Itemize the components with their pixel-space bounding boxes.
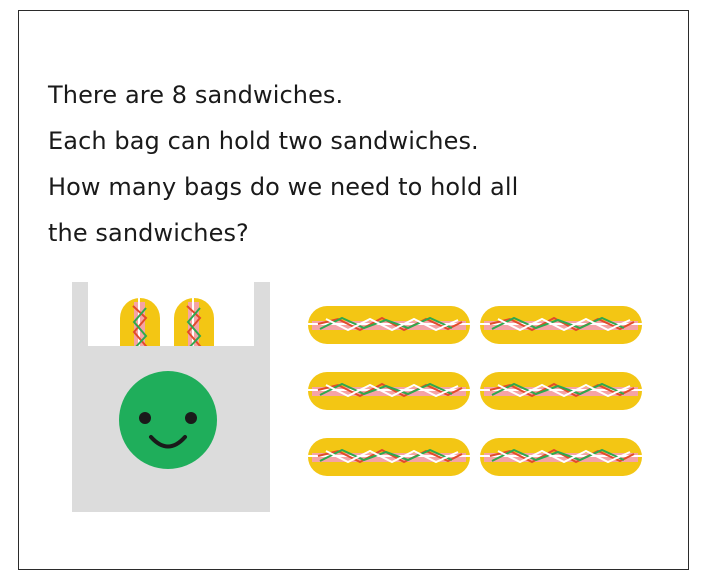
question-line-2: Each bag can hold two sandwiches. [48, 127, 479, 155]
question-line-1: There are 8 sandwiches. [48, 81, 344, 109]
shopping-bag-icon [72, 282, 270, 512]
smiley-face-icon [119, 371, 217, 469]
question-line-4: the sandwiches? [48, 219, 249, 247]
loose-sandwiches [308, 306, 642, 476]
question-line-3: How many bags do we need to hold all [48, 173, 519, 201]
sandwich-icon [480, 438, 642, 476]
sandwich-icon [480, 372, 642, 410]
sandwich-icon [308, 438, 470, 476]
sandwich-icon [308, 306, 470, 344]
sandwich-icon [480, 306, 642, 344]
sandwich-icon [308, 372, 470, 410]
